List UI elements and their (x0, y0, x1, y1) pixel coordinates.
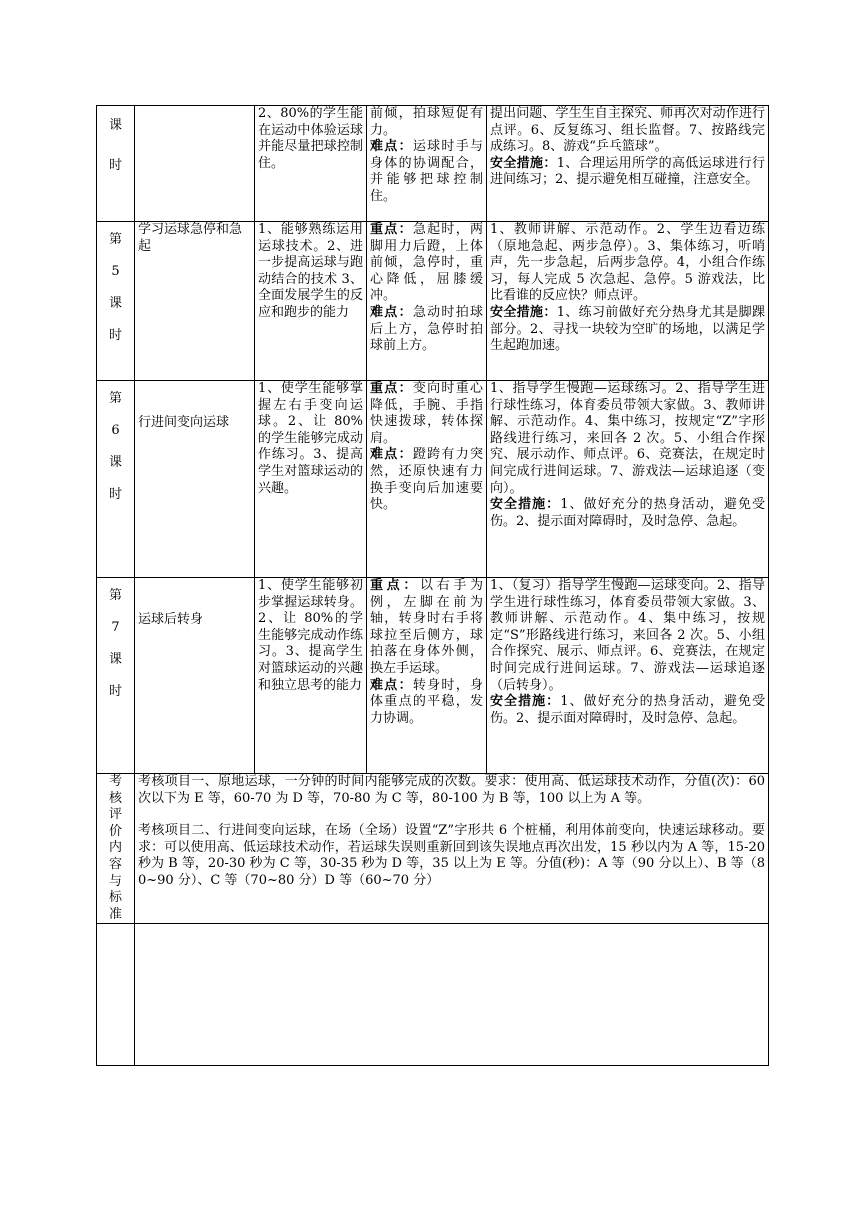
key-point-text: 以右手为例，左脚在前为轴，转身时右手将球拉至后侧方，球拍落在身体外侧，换左手运球。 (370, 578, 483, 676)
table-row (97, 381, 769, 578)
lesson-char: 第 (108, 391, 122, 406)
lesson-char: 5 (111, 264, 120, 279)
key-point-text: 变向时重心降低，手腕、手指快速拨球，转体探肩。 (370, 381, 483, 446)
objectives-cell: 1、使学生能够掌握左右手变向运球。2、让 80%的学生能够完成动作练习。3、提高学生对篮球运动的兴趣。 (255, 381, 367, 578)
lesson-char: 课 (108, 296, 122, 311)
method-cell (487, 381, 769, 578)
objectives-cell: 1、使学生能够初步掌握运球转身。2、让 80%的学生能够完成动作练习。3、提高学生对篮球运动的兴趣和独立思考的能力 (255, 578, 367, 774)
empty-cell (97, 924, 135, 1066)
evaluation-label-char: 价 (108, 823, 122, 839)
evaluation-item-2: 考核项目二、行进间变向运球，在场（全场）设置“Z”字形共 6 个桩桶，利用体前变向，快速运球移动。要求：可以使用高、低运球技术动作，若运球失误则重新回到该失误地点再次出发，15 秒以内为 A 等，15-20 秒为 B 等，20-30 秒为 C 等，30-35 秒为 D 等，35 以上为 E 等。分值(秒)：A 等（90 分以上）、B 等（80~90 分）、C 等（70~80 分）D 等（60~70 分） (138, 823, 765, 888)
lesson-char: 6 (111, 423, 120, 438)
key-point-label: 重点： (370, 222, 413, 237)
difficulty-text: 急动时拍球后上方，急停时拍球前上方。 (370, 304, 483, 354)
lesson-number-cell (97, 106, 135, 222)
key-point-label: 重点： (370, 381, 413, 396)
evaluation-label-char: 评 (108, 807, 122, 823)
difficulty-text: 运球时手与身体的协调配合，并能够把球控制住。 (370, 139, 483, 204)
objectives-cell: 1、能够熟练运用运球技术。2、进一步提高运球与跑动结合的技术 3、全面发展学生的反应和跑步的能力 (255, 222, 367, 381)
method-cell (487, 222, 769, 381)
safety-text: 1、合理运用所学的高低运球进行行进间练习；2、提示避免相互碰撞，注意安全。 (490, 155, 765, 188)
lesson-plan-table (96, 105, 769, 1066)
safety-label: 安全措施： (490, 304, 557, 320)
lesson-char: 课 (108, 652, 122, 667)
evaluation-label-char: 容 (108, 856, 122, 872)
lesson-char: 时 (108, 158, 122, 173)
empty-cell (135, 924, 769, 1066)
lesson-char: 课 (108, 118, 122, 133)
lesson-char: 7 (111, 620, 120, 635)
lesson-number-cell (97, 381, 135, 578)
empty-row (97, 924, 769, 1066)
evaluation-label-char: 考 (108, 774, 122, 789)
method-cell (487, 578, 769, 774)
lesson-number-cell (97, 222, 135, 381)
evaluation-label-cell (97, 774, 135, 924)
key-point-label: 重点： (370, 578, 420, 593)
evaluation-content-cell (135, 774, 769, 924)
difficulty-label: 难点： (370, 677, 413, 693)
evaluation-label-char: 内 (108, 840, 122, 856)
method-text: 1、教师讲解、示范动作。2、学生边看边练（原地急起、两步急停）。3、集体练习，听哨声，先一步急起，后两步急停。4，小组合作练习，每人完成 5 次急起、急停。5 游戏法，比比看谁的反应快？师点评。 (490, 222, 765, 304)
key-points-cell (367, 222, 487, 381)
safety-text: 1、练习前做好充分热身尤其是脚踝部分。2、寻找一块较为空旷的场地，以满足学生起跑加速。 (490, 304, 765, 354)
method-text: 提出问题、学生生自主探究、师再次对动作进行点评。6、反复练习、组长监督。7、按路线完成练习。8、游戏“乒乓篮球”。 (490, 106, 765, 155)
difficulty-text: 蹬跨有力突然，还原快速有力换手变向后加速要快。 (370, 447, 483, 513)
evaluation-row (97, 774, 769, 924)
evaluation-label-char: 与 (108, 873, 122, 889)
key-points-cell (367, 578, 487, 774)
evaluation-item-1: 考核项目一、原地运球，一分钟的时间内能够完成的次数。要求：使用高、低运球技术动作，分值(次)：60 次以下为 E 等，60-70 为 D 等，70-80 为 C 等，80-100 为 B 等，100 以上为 A 等。 (138, 774, 765, 806)
lesson-char: 时 (108, 328, 122, 343)
lesson-char: 第 (108, 588, 122, 603)
safety-label: 安全措施： (490, 497, 561, 513)
key-points-cell (367, 106, 487, 222)
table-row (97, 106, 769, 222)
objectives-cell: 2、80%的学生能在运动中体验运球并能尽量把球控制住。 (255, 106, 367, 222)
table-row (97, 222, 769, 381)
difficulty-text: 转身时，身体重点的平稳，发力协调。 (370, 677, 483, 726)
safety-text: 1、做好充分的热身活动，避免受伤。2、提示面对障碍时，及时急停、急起。 (490, 497, 765, 529)
lesson-char: 课 (108, 455, 122, 470)
difficulty-label: 难点： (370, 139, 413, 155)
safety-text: 1、做好充分的热身活动，避免受伤。2、提示面对障碍时，及时急停、急起。 (490, 694, 765, 726)
evaluation-label-char: 标 (108, 890, 122, 906)
difficulty-label: 难点： (370, 447, 413, 463)
evaluation-label-char: 准 (108, 906, 122, 922)
lesson-char: 时 (108, 684, 122, 699)
table-row (97, 578, 769, 774)
key-points-cell (367, 381, 487, 578)
lesson-char: 时 (108, 487, 122, 502)
method-text: 1、指导学生慢跑—运球练习。2、指导学生进行球性练习，体育委员带领大家做。3、教师讲解、示范动作。4、集中练习，按规定“Z”字形路线进行练习，来回各 2 次。5、小组合作探究、展示动作、师点评。6、竞赛法，在规定时间完成行进间运球。7、游戏法—运球追逐（变向）。 (490, 381, 765, 496)
lesson-char: 第 (108, 232, 122, 247)
method-text: 1、（复习）指导学生慢跑—运球变向。2、指导学生进行球性练习，体育委员带领大家做。3、教师讲解、示范动作。4、集中练习，按规定“S”形路线进行练习，来回各 2 次。5、小组合作探究、展示、师点评。6、竞赛法，在规定时间完成行进间运球。7、游戏法—运球追逐（后转身）。 (490, 578, 765, 693)
topic-cell: 学习运球急停和急起 (135, 222, 255, 381)
topic-cell: 行进间变向运球 (135, 381, 255, 578)
key-point-text: 急起时，两脚用力后蹬，上体前倾，急停时，重心降低，屈膝缓冲。 (370, 222, 483, 304)
difficulty-label: 难点： (370, 304, 413, 320)
key-point-text: 前倾，拍球短促有力。 (370, 106, 483, 138)
topic-cell (135, 106, 255, 222)
safety-label: 安全措施： (490, 155, 557, 171)
safety-label: 安全措施： (490, 694, 561, 710)
topic-cell: 运球后转身 (135, 578, 255, 774)
evaluation-label-char: 核 (108, 790, 122, 806)
spacer (138, 807, 765, 823)
method-cell (487, 106, 769, 222)
lesson-number-cell (97, 578, 135, 774)
